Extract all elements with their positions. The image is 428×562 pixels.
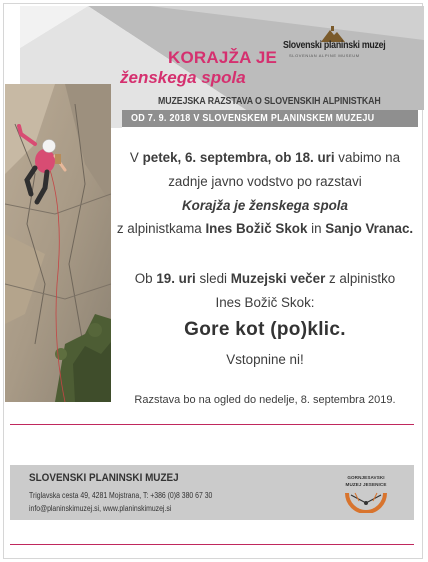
museum-logo-title: Slovenski planinski muzej	[283, 40, 386, 51]
partner-emblem-icon	[343, 489, 389, 513]
partner-logo-line1: GORNJESAVSKI	[347, 475, 385, 480]
invitation-line-1: V petek, 6. septembra, ob 18. uri vabimo na	[129, 150, 401, 165]
invitation-line-4: z alpinistkama Ines Božič Skok in Sanjo Vranac.	[116, 221, 414, 236]
climber-photo	[5, 84, 111, 402]
museum-logo	[283, 26, 386, 66]
exhibition-date: OD 7. 9. 2018 V SLOVENSKEM PLANINSKEM MUZEJU	[131, 113, 375, 124]
lecturer-name: Ines Božič Skok:	[215, 295, 315, 310]
footer-address: Triglavska cesta 49, 4281 Mojstrana, T: +386 (0)8 380 67 30	[29, 491, 213, 500]
partner-logo-line2: MUZEJ JESENICE	[345, 482, 387, 487]
invitation-line-5: Ob 19. uri sledi Muzejski večer z alpinistko	[134, 271, 396, 286]
exhibition-end-note: Razstava bo na ogled do nedelje, 8. septembra 2019.	[134, 394, 396, 406]
divider-bottom	[10, 544, 414, 545]
exhibition-title-line2: ženskega spola	[120, 68, 246, 87]
divider-top	[10, 424, 414, 425]
lecture-title: Gore kot (po)klic.	[184, 319, 346, 340]
exhibition-title-line1: KORAJŽA JE	[168, 48, 278, 67]
footer-contact-links[interactable]: info@planinskimuzej.si, www.planinskimuzej.si	[29, 504, 172, 513]
free-entry-note: Vstopnine ni!	[226, 352, 304, 367]
exhibition-name: Korajža je ženskega spola	[182, 198, 348, 213]
footer-museum-name: SLOVENSKI PLANINSKI MUZEJ	[29, 472, 179, 484]
invitation-line-2: zadnje javno vodstvo po razstavi	[168, 174, 362, 189]
museum-logo-subtitle: SLOVENIAN ALPINE MUSEUM	[289, 53, 360, 58]
exhibition-subtitle: MUZEJSKA RAZSTAVA O SLOVENSKIH ALPINISTKAH	[158, 96, 381, 107]
climber-image	[5, 84, 111, 402]
partner-logo	[341, 471, 391, 513]
